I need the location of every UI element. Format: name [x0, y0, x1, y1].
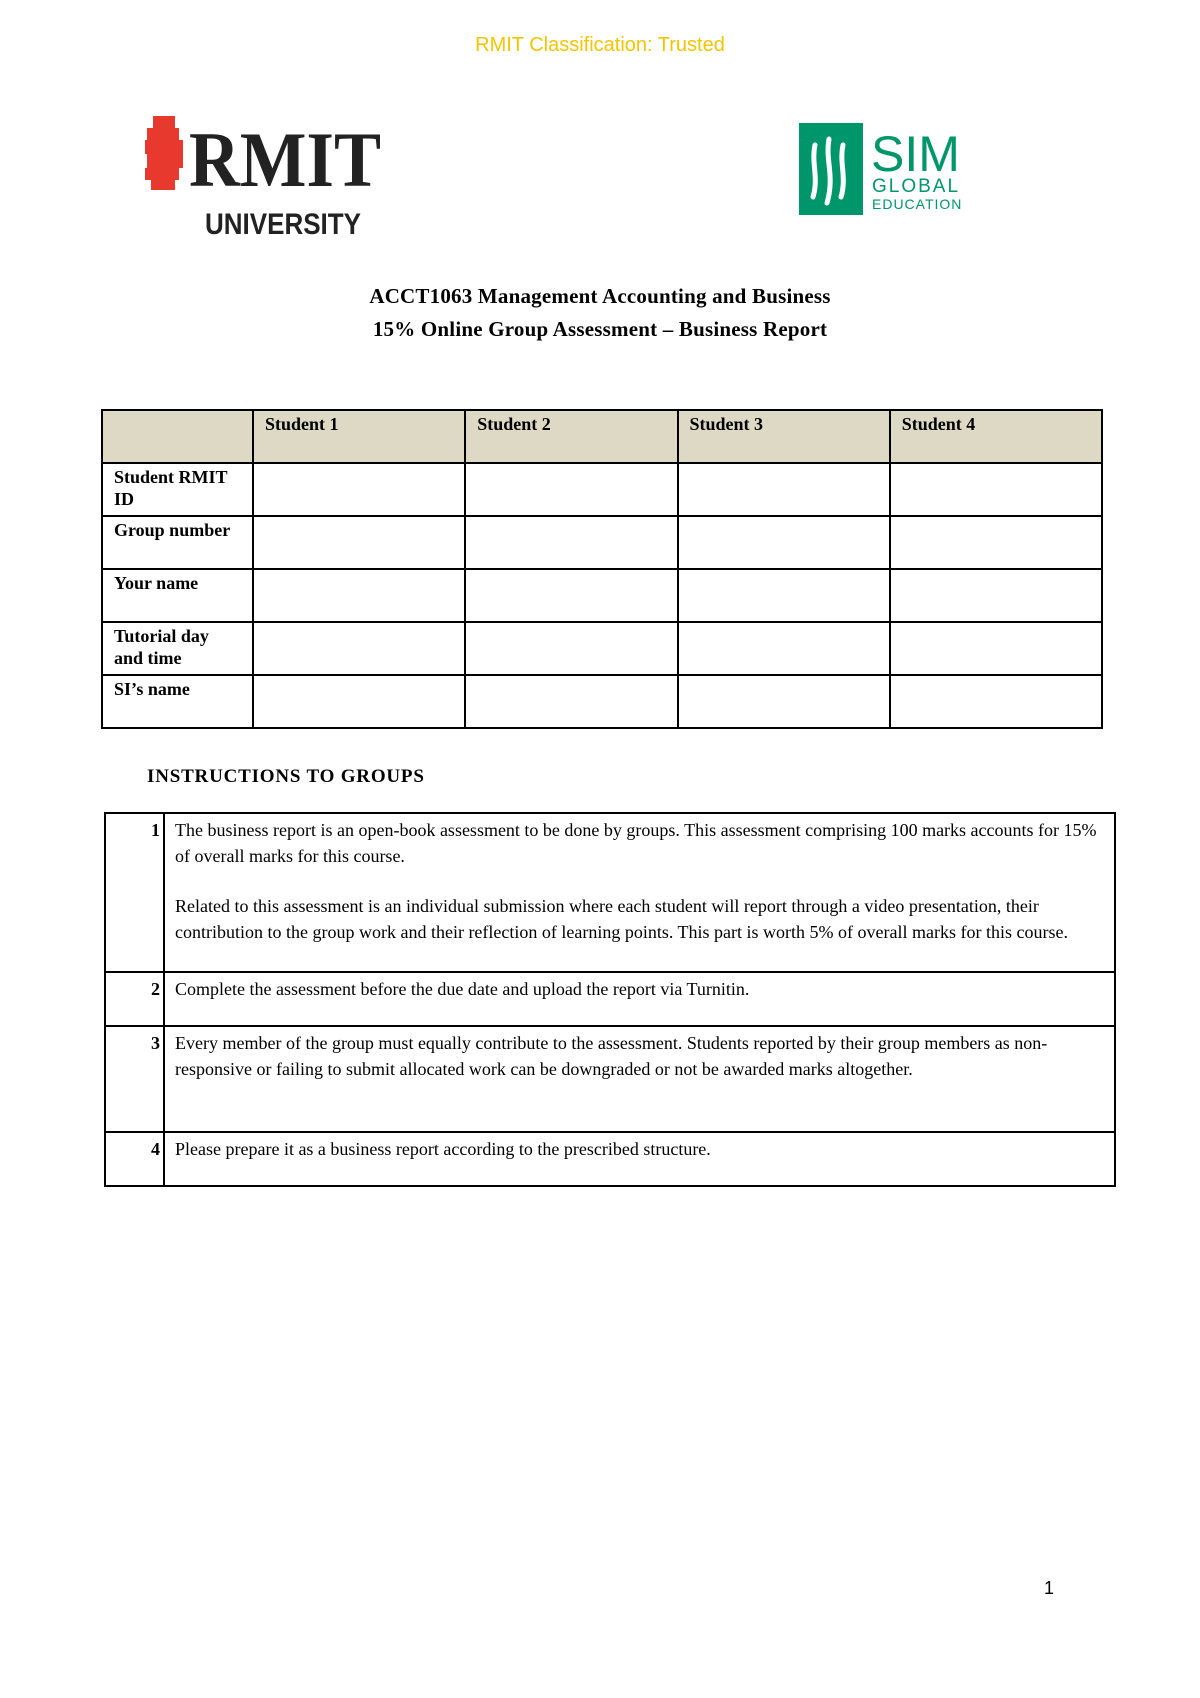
input-cell-your-name-3[interactable] [678, 569, 890, 622]
table-header-row [102, 410, 1102, 463]
row-label-si-name: SI’s name [102, 675, 253, 728]
instruction-number: 2 [105, 972, 164, 1026]
document-title [0, 280, 1200, 346]
input-cell-tutorial-4[interactable] [890, 622, 1102, 675]
header-cell-student-1: Student 1 [253, 410, 465, 463]
svg-text:EDUCATION: EDUCATION [872, 196, 963, 212]
input-cell-tutorial-2[interactable] [465, 622, 677, 675]
instruction-number: 4 [105, 1132, 164, 1186]
row-label-tutorial: Tutorial day and time [102, 622, 253, 675]
instruction-text [164, 972, 1115, 1026]
page-number: 1 [1044, 1578, 1055, 1598]
input-cell-group-number-1[interactable] [253, 516, 465, 569]
instruction-text [164, 813, 1115, 972]
input-cell-tutorial-1[interactable] [253, 622, 465, 675]
rmit-university-logo [145, 110, 385, 240]
table-row [102, 569, 1102, 622]
header-cell-student-4: Student 4 [890, 410, 1102, 463]
instruction-paragraph: Complete the assessment before the due date and upload the report via Turnitin. [175, 979, 750, 999]
table-row [102, 622, 1102, 675]
input-cell-group-number-2[interactable] [465, 516, 677, 569]
instruction-row [105, 1132, 1115, 1186]
student-details-table [101, 409, 1103, 729]
instructions-table [104, 812, 1116, 1187]
classification-label: RMIT Classification: Trusted [475, 34, 725, 56]
sim-global-education-logo [785, 115, 985, 225]
input-cell-si-name-3[interactable] [678, 675, 890, 728]
rmit-pixel-mark [145, 116, 183, 190]
title-line-1: ACCT1063 Management Accounting and Business [369, 284, 831, 308]
svg-text:UNIVERSITY: UNIVERSITY [205, 208, 361, 240]
input-cell-si-name-1[interactable] [253, 675, 465, 728]
instruction-text [164, 1132, 1115, 1186]
instruction-paragraph: The business report is an open-book assessment to be done by groups. This assessment comprising 100 marks accounts for 15% of overall marks for this course. [175, 820, 1097, 866]
svg-text:GLOBAL: GLOBAL [872, 176, 961, 197]
input-cell-group-number-3[interactable] [678, 516, 890, 569]
instruction-paragraph: Related to this assessment is an individual submission where each student will report through a video presentation, their contribution to the group work and their reflection of learning points. This part is worth 5% of overall marks for this course. [175, 896, 1068, 942]
table-row [102, 516, 1102, 569]
input-cell-your-name-4[interactable] [890, 569, 1102, 622]
row-label-group-number: Group number [102, 516, 253, 569]
instruction-row [105, 972, 1115, 1026]
instruction-number: 1 [105, 813, 164, 972]
input-cell-si-name-4[interactable] [890, 675, 1102, 728]
input-cell-your-name-2[interactable] [465, 569, 677, 622]
input-cell-si-name-2[interactable] [465, 675, 677, 728]
instructions-heading: INSTRUCTIONS TO GROUPS [147, 766, 425, 787]
input-cell-group-number-4[interactable] [890, 516, 1102, 569]
svg-text:RMIT: RMIT [189, 116, 381, 203]
instruction-row [105, 813, 1115, 972]
input-cell-student-id-4[interactable] [890, 463, 1102, 516]
row-label-your-name: Your name [102, 569, 253, 622]
row-label-student-id: Student RMIT ID [102, 463, 253, 516]
instruction-paragraph: Please prepare it as a business report according to the prescribed structure. [175, 1139, 711, 1159]
header-cell-student-2: Student 2 [465, 410, 677, 463]
title-line-2: 15% Online Group Assessment – Business Report [372, 317, 828, 341]
input-cell-tutorial-3[interactable] [678, 622, 890, 675]
table-row [102, 675, 1102, 728]
instruction-number: 3 [105, 1026, 164, 1132]
input-cell-student-id-2[interactable] [465, 463, 677, 516]
svg-text:SIM: SIM [871, 126, 960, 182]
instruction-text [164, 1026, 1115, 1132]
instruction-row [105, 1026, 1115, 1132]
input-cell-student-id-3[interactable] [678, 463, 890, 516]
input-cell-student-id-1[interactable] [253, 463, 465, 516]
instruction-paragraph: Every member of the group must equally contribute to the assessment. Students reported by their group members as non-responsive or failing to submit allocated work can be downgraded or not be awarded marks altogether. [175, 1033, 1048, 1079]
table-row [102, 463, 1102, 516]
header-cell-empty [102, 410, 253, 463]
header-cell-student-3: Student 3 [678, 410, 890, 463]
input-cell-your-name-1[interactable] [253, 569, 465, 622]
